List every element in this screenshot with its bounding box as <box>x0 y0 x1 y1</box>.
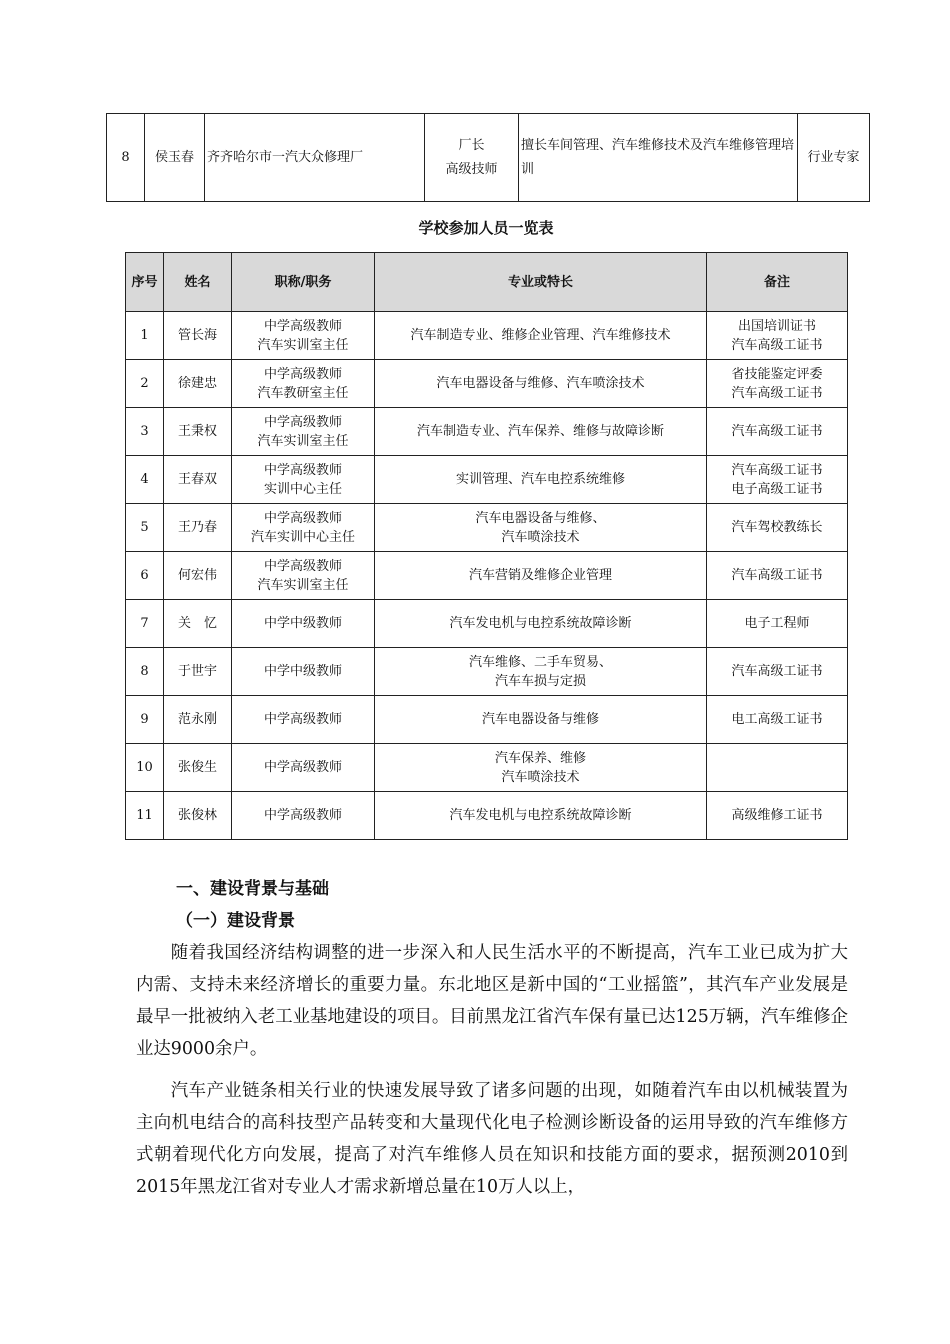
table-row <box>126 312 848 360</box>
specialty <box>375 792 707 840</box>
note <box>707 312 848 360</box>
specialty <box>375 744 707 792</box>
note-line: 出国培训证书 <box>737 318 816 334</box>
person-name: 侯玉春 <box>145 114 205 202</box>
job-title-line: 高级技师 <box>445 161 498 177</box>
person-name: 于世宇 <box>164 648 232 696</box>
job-title-line: 中学高级教师 <box>263 366 342 382</box>
note-line: 汽车高级工证书 <box>731 462 823 478</box>
job-title-line: 中学高级教师 <box>263 414 342 430</box>
row-number: 8 <box>126 648 164 696</box>
row-number: 3 <box>126 408 164 456</box>
header-note: 备注 <box>707 253 848 312</box>
job-title <box>232 600 375 648</box>
specialty <box>375 456 707 504</box>
specialty-line: 汽车保养、维修 <box>494 750 586 766</box>
note <box>707 648 848 696</box>
row-number: 7 <box>126 600 164 648</box>
row-number: 9 <box>126 696 164 744</box>
specialty <box>375 552 707 600</box>
specialty <box>375 504 707 552</box>
job-title <box>232 696 375 744</box>
job-title-line: 汽车实训室主任 <box>257 577 349 593</box>
row-number: 8 <box>107 114 145 202</box>
specialty-line: 汽车喷涂技术 <box>501 769 580 785</box>
person-name: 王春双 <box>164 456 232 504</box>
job-title-line: 汽车实训室主任 <box>257 337 349 353</box>
row-number: 2 <box>126 360 164 408</box>
person-name: 徐建忠 <box>164 360 232 408</box>
job-title <box>232 552 375 600</box>
note <box>707 504 848 552</box>
job-title-line: 实训中心主任 <box>263 481 342 497</box>
note <box>707 456 848 504</box>
person-name: 关 忆 <box>164 600 232 648</box>
note <box>707 552 848 600</box>
specialty-line: 汽车喷涂技术 <box>501 529 580 545</box>
table-row <box>126 600 848 648</box>
expert-table-continuation <box>106 113 870 202</box>
note-line: 汽车高级工证书 <box>731 337 823 353</box>
person-name: 王秉权 <box>164 408 232 456</box>
job-title-line: 中学高级教师 <box>263 462 342 478</box>
job-title-line: 中学中级教师 <box>263 664 342 679</box>
row-number: 6 <box>126 552 164 600</box>
specialty <box>375 360 707 408</box>
note <box>707 600 848 648</box>
job-title-line: 中学中级教师 <box>263 616 342 631</box>
specialty <box>375 696 707 744</box>
section-heading: 一、建设背景与基础 <box>176 879 329 899</box>
table-row <box>107 114 870 202</box>
table-row <box>126 648 848 696</box>
job-title-line: 中学高级教师 <box>263 712 342 727</box>
table-body <box>126 312 848 840</box>
job-title-line: 中学高级教师 <box>263 510 342 526</box>
note-line: 汽车高级工证书 <box>731 424 823 439</box>
row-number: 5 <box>126 504 164 552</box>
table-row <box>126 504 848 552</box>
note-line: 汽车驾校教练长 <box>731 520 823 535</box>
table-row <box>126 792 848 840</box>
job-title-line: 中学高级教师 <box>263 318 342 334</box>
note <box>707 360 848 408</box>
job-title-line: 厂长 <box>458 137 485 153</box>
job-title <box>232 312 375 360</box>
job-title <box>232 456 375 504</box>
note <box>707 696 848 744</box>
specialty-line: 汽车电器设备与维修 <box>481 712 599 727</box>
header-number: 序号 <box>126 253 164 312</box>
specialty <box>375 408 707 456</box>
job-title-line: 中学高级教师 <box>263 558 342 574</box>
school-staff-table <box>125 252 848 840</box>
note-line: 汽车高级工证书 <box>731 385 823 401</box>
specialty-line: 汽车发电机与电控系统故障诊断 <box>449 616 632 631</box>
person-name: 范永刚 <box>164 696 232 744</box>
specialty-line: 汽车发电机与电控系统故障诊断 <box>449 808 632 823</box>
specialty-line: 汽车营销及维修企业管理 <box>468 568 612 583</box>
job-title-line: 汽车教研室主任 <box>257 385 349 401</box>
table-row <box>126 744 848 792</box>
role: 行业专家 <box>798 114 870 202</box>
paragraph: 汽车产业链条相关行业的快速发展导致了诸多问题的出现，如随着汽车由以机械装置为主向机电结合的高科技型产品转变和大量现代化电子检测诊断设备的运用导致的汽车维修方式朝着现代化方向发展，提高了对汽车维修人员在知识和技能方面的要求，据预测2010到2015年黑龙江省对专业人才需求新增总量在10万人以上， <box>136 1081 848 1197</box>
table-row <box>126 552 848 600</box>
specialty-line: 汽车电器设备与维修、 <box>475 510 606 526</box>
specialty: 擅长车间管理、汽车维修技术及汽车维修管理培训 <box>519 114 798 202</box>
job-title-line: 汽车实训中心主任 <box>250 529 355 545</box>
person-name: 张俊林 <box>164 792 232 840</box>
note <box>707 792 848 840</box>
note-line: 汽车高级工证书 <box>731 664 823 679</box>
note <box>707 408 848 456</box>
job-title-line: 中学高级教师 <box>263 760 342 775</box>
table-row <box>126 696 848 744</box>
specialty <box>375 312 707 360</box>
row-number: 10 <box>126 744 164 792</box>
note-line: 电子工程师 <box>744 616 810 631</box>
row-number: 4 <box>126 456 164 504</box>
note-line: 电子高级工证书 <box>731 481 823 497</box>
row-number: 1 <box>126 312 164 360</box>
job-title-line: 中学高级教师 <box>263 808 342 823</box>
table-header-row <box>126 253 848 312</box>
paragraph: 随着我国经济结构调整的进一步深入和人民生活水平的不断提高，汽车工业已成为扩大内需、支持未来经济增长的重要力量。东北地区是新中国的“工业摇篮”，其汽车产业发展是最早一批被纳入老工业基地建设的项目。目前黑龙江省汽车保有量已达125万辆，汽车维修企业达9000余户。 <box>136 943 848 1059</box>
specialty-line: 汽车维修、二手车贸易、 <box>468 654 612 670</box>
row-number: 11 <box>126 792 164 840</box>
job-title <box>232 744 375 792</box>
specialty <box>375 648 707 696</box>
specialty-line: 汽车制造专业、汽车保养、维修与故障诊断 <box>416 424 664 439</box>
subsection-heading: （一）建设背景 <box>176 911 295 931</box>
note-line: 电工高级工证书 <box>731 712 823 727</box>
job-title <box>232 648 375 696</box>
header-title: 职称/职务 <box>232 253 375 312</box>
note-line: 高级维修工证书 <box>731 808 823 823</box>
note-line: 省技能鉴定评委 <box>731 366 823 382</box>
table-row <box>126 360 848 408</box>
note <box>707 744 848 792</box>
job-title <box>232 360 375 408</box>
specialty-line: 汽车车损与定损 <box>494 673 586 689</box>
specialty-line: 汽车电器设备与维修、汽车喷涂技术 <box>436 376 645 391</box>
job-title-line: 汽车实训室主任 <box>257 433 349 449</box>
specialty <box>375 600 707 648</box>
header-name: 姓名 <box>164 253 232 312</box>
job-title <box>232 792 375 840</box>
table-title: 学校参加人员一览表 <box>418 219 554 237</box>
specialty-line: 实训管理、汽车电控系统维修 <box>455 472 625 487</box>
header-specialty: 专业或特长 <box>375 253 707 312</box>
job-title <box>232 504 375 552</box>
table-row <box>126 408 848 456</box>
person-name: 王乃春 <box>164 504 232 552</box>
person-name: 管长海 <box>164 312 232 360</box>
table-row <box>126 456 848 504</box>
person-name: 何宏伟 <box>164 552 232 600</box>
job-title <box>425 114 519 202</box>
job-title <box>232 408 375 456</box>
specialty-line: 汽车制造专业、维修企业管理、汽车维修技术 <box>410 328 671 343</box>
work-unit: 齐齐哈尔市一汽大众修理厂 <box>205 114 425 202</box>
person-name: 张俊生 <box>164 744 232 792</box>
note-line: 汽车高级工证书 <box>731 568 823 583</box>
